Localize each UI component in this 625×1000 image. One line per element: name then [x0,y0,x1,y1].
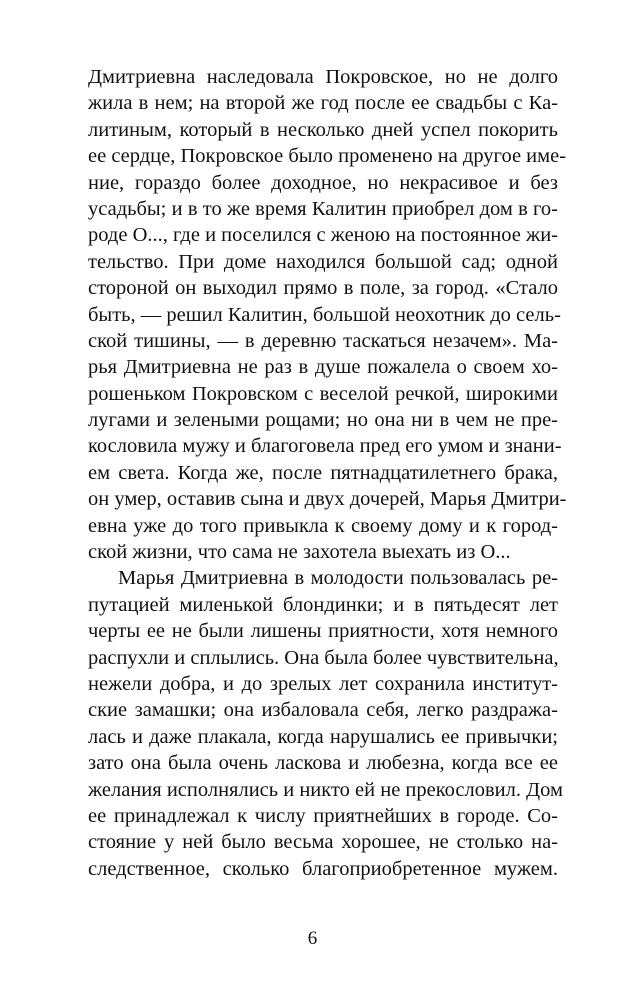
text-line: ской тишины, — в деревню таскаться незачем». Ма- [88,329,558,352]
text-line: ее принадлежал к числу приятнейших в городе. Со- [88,804,558,827]
text-line: ее сердце, Покровское было променено на другое име- [88,145,567,168]
page-number: 6 [307,928,318,949]
text-line: он умер, оставив сына и двух дочерей, Марья Дмитри- [88,488,567,511]
text-line: Дмитриевна наследовала Покровское, но не долго [88,66,558,88]
text-line: желания исполнялись и никто ей не прекословил. Дом [88,778,563,801]
text-line: евна уже до того привыкла к своему дому и к город- [88,514,558,537]
text-line: зато она была очень ласкова и любезна, когда все ее [88,752,558,775]
text-line: ние, гораздо более доходное, но некрасивое и без [88,171,558,194]
text-line: тельство. При доме находился большой сад; одной [88,250,558,273]
paragraph-1 [88,64,567,565]
text-line: ской жизни, что сама не захотела выехать из О... [88,541,511,564]
paragraph-2 [88,565,563,882]
text-line: Марья Дмитриевна в молодости пользовалась ре- [118,567,558,590]
text-line: следственное, сколько благоприобретенное мужем. [88,857,558,880]
text-line: рошеньком Покровском с веселой речкой, широкими [88,382,558,405]
text-line: лась и даже плакала, когда нарушались ее привычки; [88,725,558,748]
text-line: лугами и зелеными рощами; но она ни в чем не пре- [88,409,558,432]
text-line: стороной он выходил прямо в поле, за город. «Стало [88,277,558,300]
text-line: ские замашки; она избаловала себя, легко раздража- [88,699,558,722]
text-line: рья Дмитриевна не раз в душе пожалела о своем хо- [88,356,558,379]
text-line: усадьбы; и в то же время Калитин приобрел дом в го- [88,197,558,220]
text-line: роде О..., где и поселился с женою на постоянное жи- [88,224,558,247]
text-line: черты ее не были лишены приятности, хотя немного [88,620,558,643]
text-line: литиным, который в несколько дней успел покорить [88,118,558,141]
text-line: распухли и сплылись. Она была более чувствительна, [88,646,559,669]
text-line: нежели добра, и до зрелых лет сохранила институт- [88,672,558,695]
text-line: путацией миленькой блондинки; и в пятьдесят лет [88,593,558,616]
text-line: ем света. Когда же, после пятнадцатилетнего брака, [88,461,558,484]
text-line: жила в нем; на второй же год после ее свадьбы с Ка- [88,92,558,115]
text-line: быть, — решил Калитин, большой неохотник до сель- [88,303,561,326]
body-text [88,64,567,882]
text-line: стояние у ней было весьма хорошее, не столько на- [88,831,558,854]
text-line: кословила мужу и благоговела пред его умом и знани- [88,435,562,458]
